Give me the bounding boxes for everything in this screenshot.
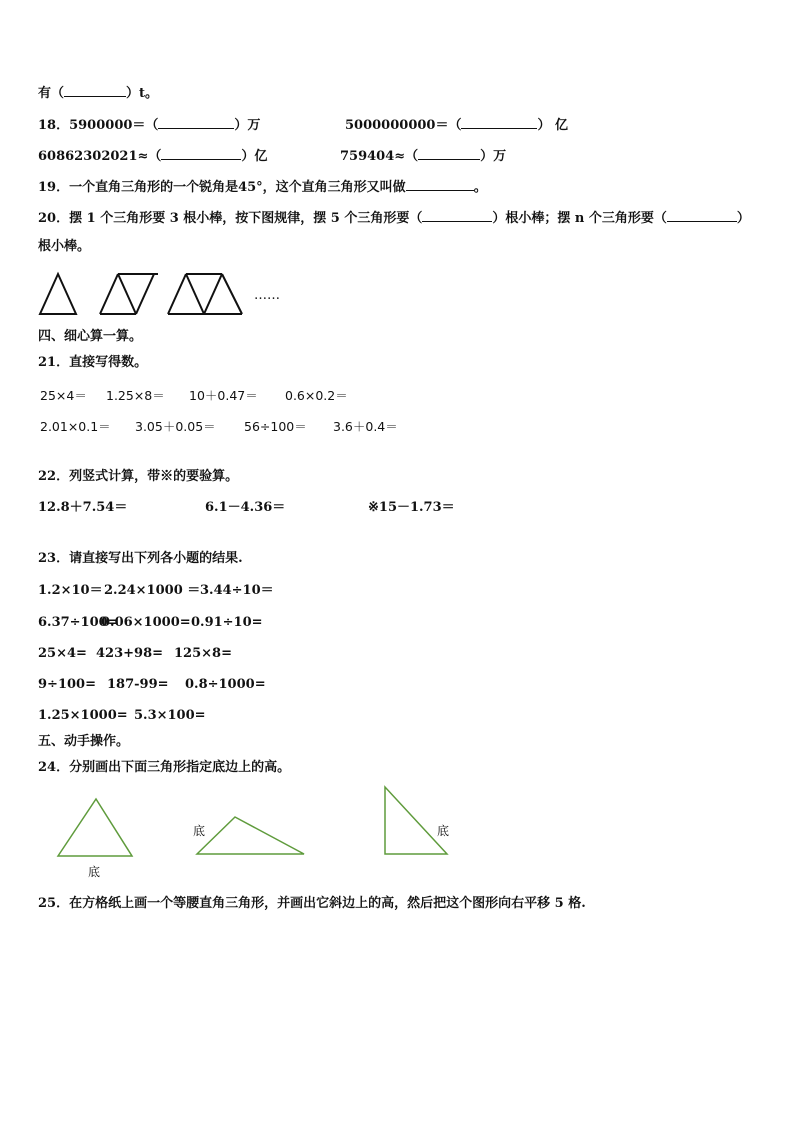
one-triangle xyxy=(40,274,76,314)
q23-item: 0.8÷1000= xyxy=(185,677,266,692)
q21-item: 10＋0.47＝ xyxy=(189,388,258,403)
acute-triangle xyxy=(56,797,136,859)
obtuse-triangle xyxy=(195,815,307,857)
answer-blank[interactable] xyxy=(667,208,737,222)
base-label: 底 xyxy=(437,824,450,838)
q21-item: 0.6×0.2＝ xyxy=(285,388,348,403)
three-triangles xyxy=(168,274,242,314)
q21-item: 2.01×0.1＝ xyxy=(40,419,111,434)
base-label: 底 xyxy=(193,824,206,838)
q22-item: 12.8＋7.54＝ xyxy=(38,500,128,515)
q23-question: 23．请直接写出下列各小题的结果. xyxy=(38,551,243,566)
q18-line-1-left: 18．5900000＝（ ）万 xyxy=(38,115,260,134)
q22-item: 6.1－4.36＝ xyxy=(205,500,286,515)
q18-line-2-right: 759404≈（ ）万 xyxy=(340,146,506,165)
q23-item: 1.25×1000= xyxy=(38,708,128,723)
q22-question: 22．列竖式计算，带※的要验算。 xyxy=(38,469,239,484)
two-triangles xyxy=(100,274,158,314)
q22-item: ※15－1.73＝ xyxy=(368,500,455,515)
answer-blank[interactable] xyxy=(161,146,241,160)
q20-question: 20．摆 1 个三角形要 3 根小棒，按下图规律，摆 5 个三角形要（ ）根小棒；摆 n 个三角形要（ ） xyxy=(38,208,750,227)
q23-item: 25×4= xyxy=(38,646,87,661)
q21-item: 1.25×8＝ xyxy=(106,388,165,403)
q20-continuation: 根小棒。 xyxy=(38,239,91,254)
q25-question: 25．在方格纸上画一个等腰直角三角形，并画出它斜边上的高，然后把这个图形向右平移 5 格. xyxy=(38,896,586,911)
q17-tail: 有（ ）t。 xyxy=(38,83,158,102)
q21-item: 3.6＋0.4＝ xyxy=(333,419,398,434)
answer-blank[interactable] xyxy=(422,208,492,222)
q23-item: 0.91÷10= xyxy=(191,615,263,630)
q23-item: 187-99= xyxy=(107,677,169,692)
section-4-heading: 四、细心算一算。 xyxy=(38,329,143,344)
answer-blank[interactable] xyxy=(461,115,537,129)
q24-question: 24．分别画出下面三角形指定底边上的高。 xyxy=(38,760,291,775)
q23-item: 423+98= xyxy=(96,646,164,661)
section-5-heading: 五、动手操作。 xyxy=(38,734,130,749)
q21-item: 3.05＋0.05＝ xyxy=(135,419,216,434)
q19-question: 19．一个直角三角形的一个锐角是45°，这个直角三角形又叫做 。 xyxy=(38,177,487,196)
right-triangle xyxy=(383,785,451,857)
q23-item: 2.24×1000 ＝ xyxy=(104,583,201,598)
q23-item: 1.2×10＝ xyxy=(38,583,103,598)
answer-blank[interactable] xyxy=(418,146,480,160)
q23-item: 9÷100= xyxy=(38,677,96,692)
answer-blank[interactable] xyxy=(406,177,474,191)
q21-question: 21．直接写得数。 xyxy=(38,355,148,370)
q23-item: 0.06×1000= xyxy=(101,615,191,630)
base-label: 底 xyxy=(88,865,101,879)
q23-item: 125×8= xyxy=(174,646,232,661)
q18-line-2-left: 60862302021≈（ ）亿 xyxy=(38,146,267,165)
answer-blank[interactable] xyxy=(158,115,234,129)
answer-blank[interactable] xyxy=(64,83,126,97)
q18-line-1-right: 5000000000＝（ ） 亿 xyxy=(345,115,568,134)
q21-item: 56÷100＝ xyxy=(244,419,307,434)
q23-item: 6.37÷100= xyxy=(38,615,119,630)
ellipsis: …… xyxy=(254,288,280,303)
q21-item: 25×4＝ xyxy=(40,388,87,403)
q23-item: 3.44÷10＝ xyxy=(200,583,274,598)
q23-item: 5.3×100= xyxy=(134,708,206,723)
